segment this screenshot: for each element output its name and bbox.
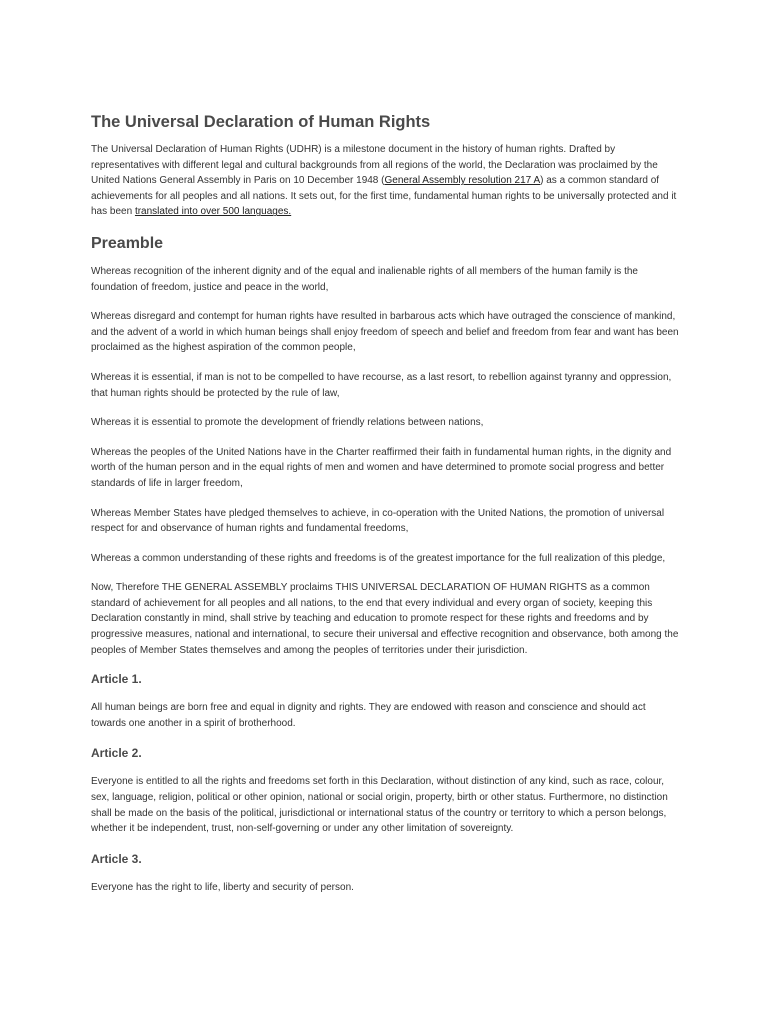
preamble-paragraph-3: Whereas it is essential, if man is not to be compelled to have recourse, as a last resort, to rebellion against tyranny and oppression, that human rights should be protected by the rule of law, [91, 371, 672, 399]
article-2-heading: Article 2. [91, 746, 142, 761]
intro-text-part2: ) as a common standard of achievements for all peoples and all nations. It sets out, for the first time, fundamental human rights to be universally protected and it has been [91, 175, 677, 218]
preamble-paragraph-4: Whereas it is essential to promote the development of friendly relations between nations, [91, 417, 484, 429]
preamble-paragraph-5: Whereas the peoples of the United Nations have in the Charter reaffirmed their faith in fundamental human rights, in the dignity and worth of the human person and in the equal rights of men and women and have determined to promote social progress and better standards of life in larger freedom, [91, 446, 672, 489]
intro-text-part1: The Universal Declaration of Human Rights (UDHR) is a milestone document in the history of human rights. Drafted by representatives with different legal and cultural backgrounds from all regions of the world, the Declaration was proclaimed by the United Nations General Assembly in Paris on 10 December 1948 ( [91, 144, 658, 187]
preamble-heading: Preamble [91, 234, 164, 252]
page-title: The Universal Declaration of Human Rights [91, 113, 431, 131]
preamble-paragraph-1: Whereas recognition of the inherent dignity and of the equal and inalienable rights of all members of the human family is the foundation of freedom, justice and peace in the world, [91, 265, 638, 293]
article-3-text: Everyone has the right to life, liberty and security of person. [91, 881, 354, 893]
preamble-paragraph-7: Whereas a common understanding of these rights and freedoms is of the greatest importance for the full realization of this pledge, [91, 552, 666, 564]
resolution-link[interactable]: General Assembly resolution 217 A [384, 175, 541, 187]
preamble-paragraph-2: Whereas disregard and contempt for human rights have resulted in barbarous acts which have outraged the conscience of mankind, and the advent of a world in which human beings shall enjoy freedom of speech and belief and freedom from fear and want has been proclaimed as the highest aspiration of the common people, [91, 311, 679, 354]
article-2-text: Everyone is entitled to all the rights and freedoms set forth in this Declaration, without distinction of any kind, such as race, colour, sex, language, religion, political or other opinion, national or social origin, property, birth or other status. Furthermore, no distinction shall be made on the basis of the political, jurisdictional or international status of the country or territory to which a person belongs, whether it be independent, trust, non-self-governing or under any other limitation of sovereignty. [91, 776, 668, 835]
preamble-paragraph-8: Now, Therefore THE GENERAL ASSEMBLY proclaims THIS UNIVERSAL DECLARATION OF HUMAN RIGHTS as a common standard of achievement for all peoples and all nations, to the end that every individual and every organ of society, keeping this Declaration constantly in mind, shall strive by teaching and education to promote respect for these rights and freedoms and by progressive measures, national and international, to secure their universal and effective recognition and observance, both among the peoples of Member States themselves and among the peoples of territories under their jurisdiction. [91, 582, 679, 656]
article-3-heading: Article 3. [91, 851, 142, 866]
intro-paragraph [91, 142, 682, 220]
preamble-paragraph-6: Whereas Member States have pledged themselves to achieve, in co-operation with the United Nations, the promotion of universal respect for and observance of human rights and fundamental freedoms, [91, 507, 665, 535]
article-1-text: All human beings are born free and equal in dignity and rights. They are endowed with reason and conscience and should act towards one another in a spirit of brotherhood. [91, 702, 646, 729]
article-1-heading: Article 1. [91, 672, 142, 687]
translations-link[interactable]: translated into over 500 languages. [134, 206, 292, 218]
